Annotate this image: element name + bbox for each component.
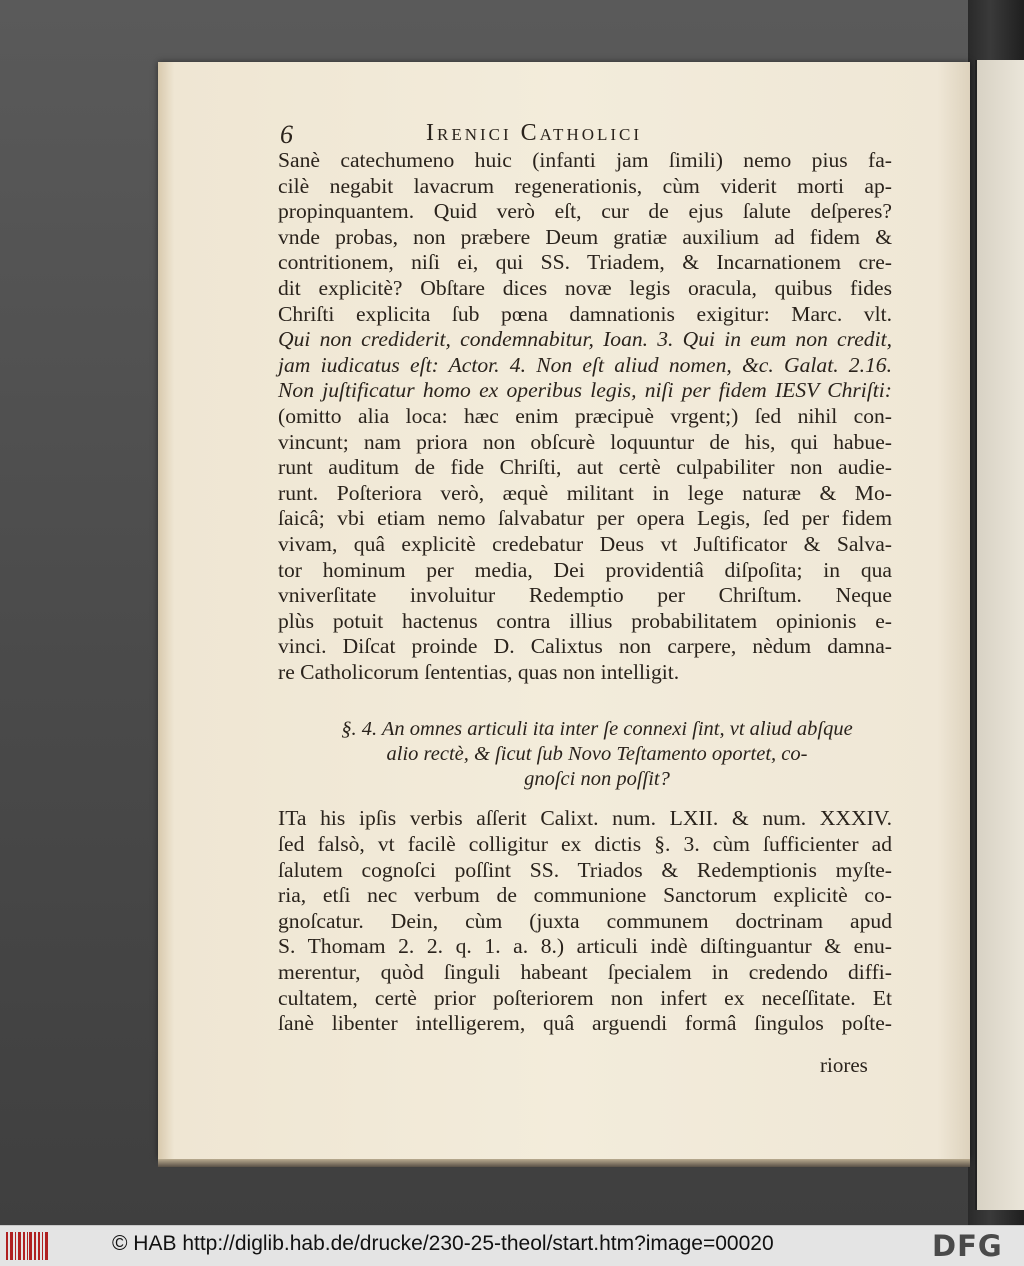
copyright-url[interactable]: © HAB http://diglib.hab.de/drucke/230-25-theol/start.htm?image=00020 [112,1232,774,1255]
text-line: ITa his ipſis verbis aſſerit Calixt. num. LXII. & num. XXXIV. [278,806,892,831]
viewer-footer [0,1225,1024,1266]
catchword: riores [820,1053,868,1077]
text-line: dit explicitè? Obſtare dices novæ legis oracula, quibus fides [278,275,892,300]
text-line: Chriſti explicita ſub pœna damnationis exigitur: Marc. vlt. [278,301,892,326]
text-line: ſalutem cognoſci poſſint SS. Triados & Redemptionis myſte- [278,857,892,882]
text-line: vincunt; nam priora non obſcurè loquuntur de his, qui habue- [278,429,892,454]
text-line: ſaicâ; vbi etiam nemo ſalvabatur per opera Legis, ſed per fidem [278,506,892,531]
page-number: 6 [280,120,295,149]
heading-line: alio rectè, & ſicut ſub Novo Teſtamento oportet, co- [386,743,808,766]
text-line: vniverſitate involuitur Redemptio per Chriſtum. Neque [278,583,892,608]
paragraph-2 [278,806,892,1036]
text-line: ſanè libenter intelligerem, quâ arguendi formâ ſingulos poſte- [278,1011,892,1036]
text-line: vinci. Diſcat proinde D. Calixtus non carpere, nèdum damna- [278,634,892,659]
text-line: cilè negabit lavacrum regenerationis, cùm viderit morti ap- [278,173,892,198]
text-line: propinquantem. Quid verò eſt, cur de ejus ſalute deſperes? [278,199,892,224]
heading-line: gnoſci non poſſit? [524,768,670,791]
text-line: Sanè catechumeno huic (infanti jam ſimili) nemo pius fa- [278,148,892,172]
text-line-last: re Catholicorum ſententias, quas non intelligit. [278,659,680,684]
text-line: plùs potuit hactenus contra illius probabilitatem opinionis e- [278,608,892,633]
text-line: vivam, quâ explicitè credebatur Deus vt Juſtificator & Salva- [278,531,892,556]
text-line: gnoſcatur. Dein, cùm (juxta communem doctrinam apud [278,908,892,933]
text-line: cultatem, certè prior poſteriorem non infert ex neceſſitate. Et [278,985,892,1010]
paragraph-1 [278,148,892,685]
text-line: ria, etſi nec verbum de communione Sanctorum explicitè co- [278,883,892,908]
running-title: Irenici Catholici [426,120,643,146]
next-page-edge [975,60,1024,1210]
text-line: Non juſtificatur homo ex operibus legis, niſi per fidem IESV Chriſti: [278,378,892,403]
page-text [278,116,892,1037]
text-line: runt. Poſteriora verò, æquè militant in lege naturæ & Mo- [278,480,892,505]
dfg-logo: DFG [932,1229,1003,1263]
text-line: ſed falsò, vt facilè colligitur ex dictis §. 3. cùm ſufficienter ad [278,832,892,857]
text-line: contritionem, niſi ei, qui SS. Triadem, & Incarnationem cre- [278,250,892,275]
text-line: vnde probas, non præbere Deum gratiæ auxilium ad fidem & [278,224,892,249]
running-head [278,116,892,148]
page-bottom-edge [158,1159,970,1167]
text-line: S. Thomam 2. 2. q. 1. a. 8.) articuli indè diſtinguantur & enu- [278,934,892,959]
text-line: jam iudicatus eſt: Actor. 4. Non eſt aliud nomen, &c. Galat. 2.16. [278,352,892,377]
text-line: merentur, quòd ſinguli habeant ſpecialem in credendo diffi- [278,960,892,985]
heading-line: §. 4. An omnes articuli ita inter ſe connexi ſint, vt aliud abſque [341,718,853,741]
hab-barcode-icon [6,1232,48,1260]
text-line: Qui non crediderit, condemnabitur, Ioan. 3. Qui in eum non credit, [278,327,892,352]
section-heading [302,717,892,792]
text-line: tor hominum per media, Dei providentiâ diſpoſita; in qua [278,557,892,582]
text-line: (omitto alia loca: hæc enim præcipuè vrgent;) ſed nihil con- [278,403,892,428]
text-line: runt auditum de fide Chriſti, aut certè culpabiliter non audie- [278,455,892,480]
